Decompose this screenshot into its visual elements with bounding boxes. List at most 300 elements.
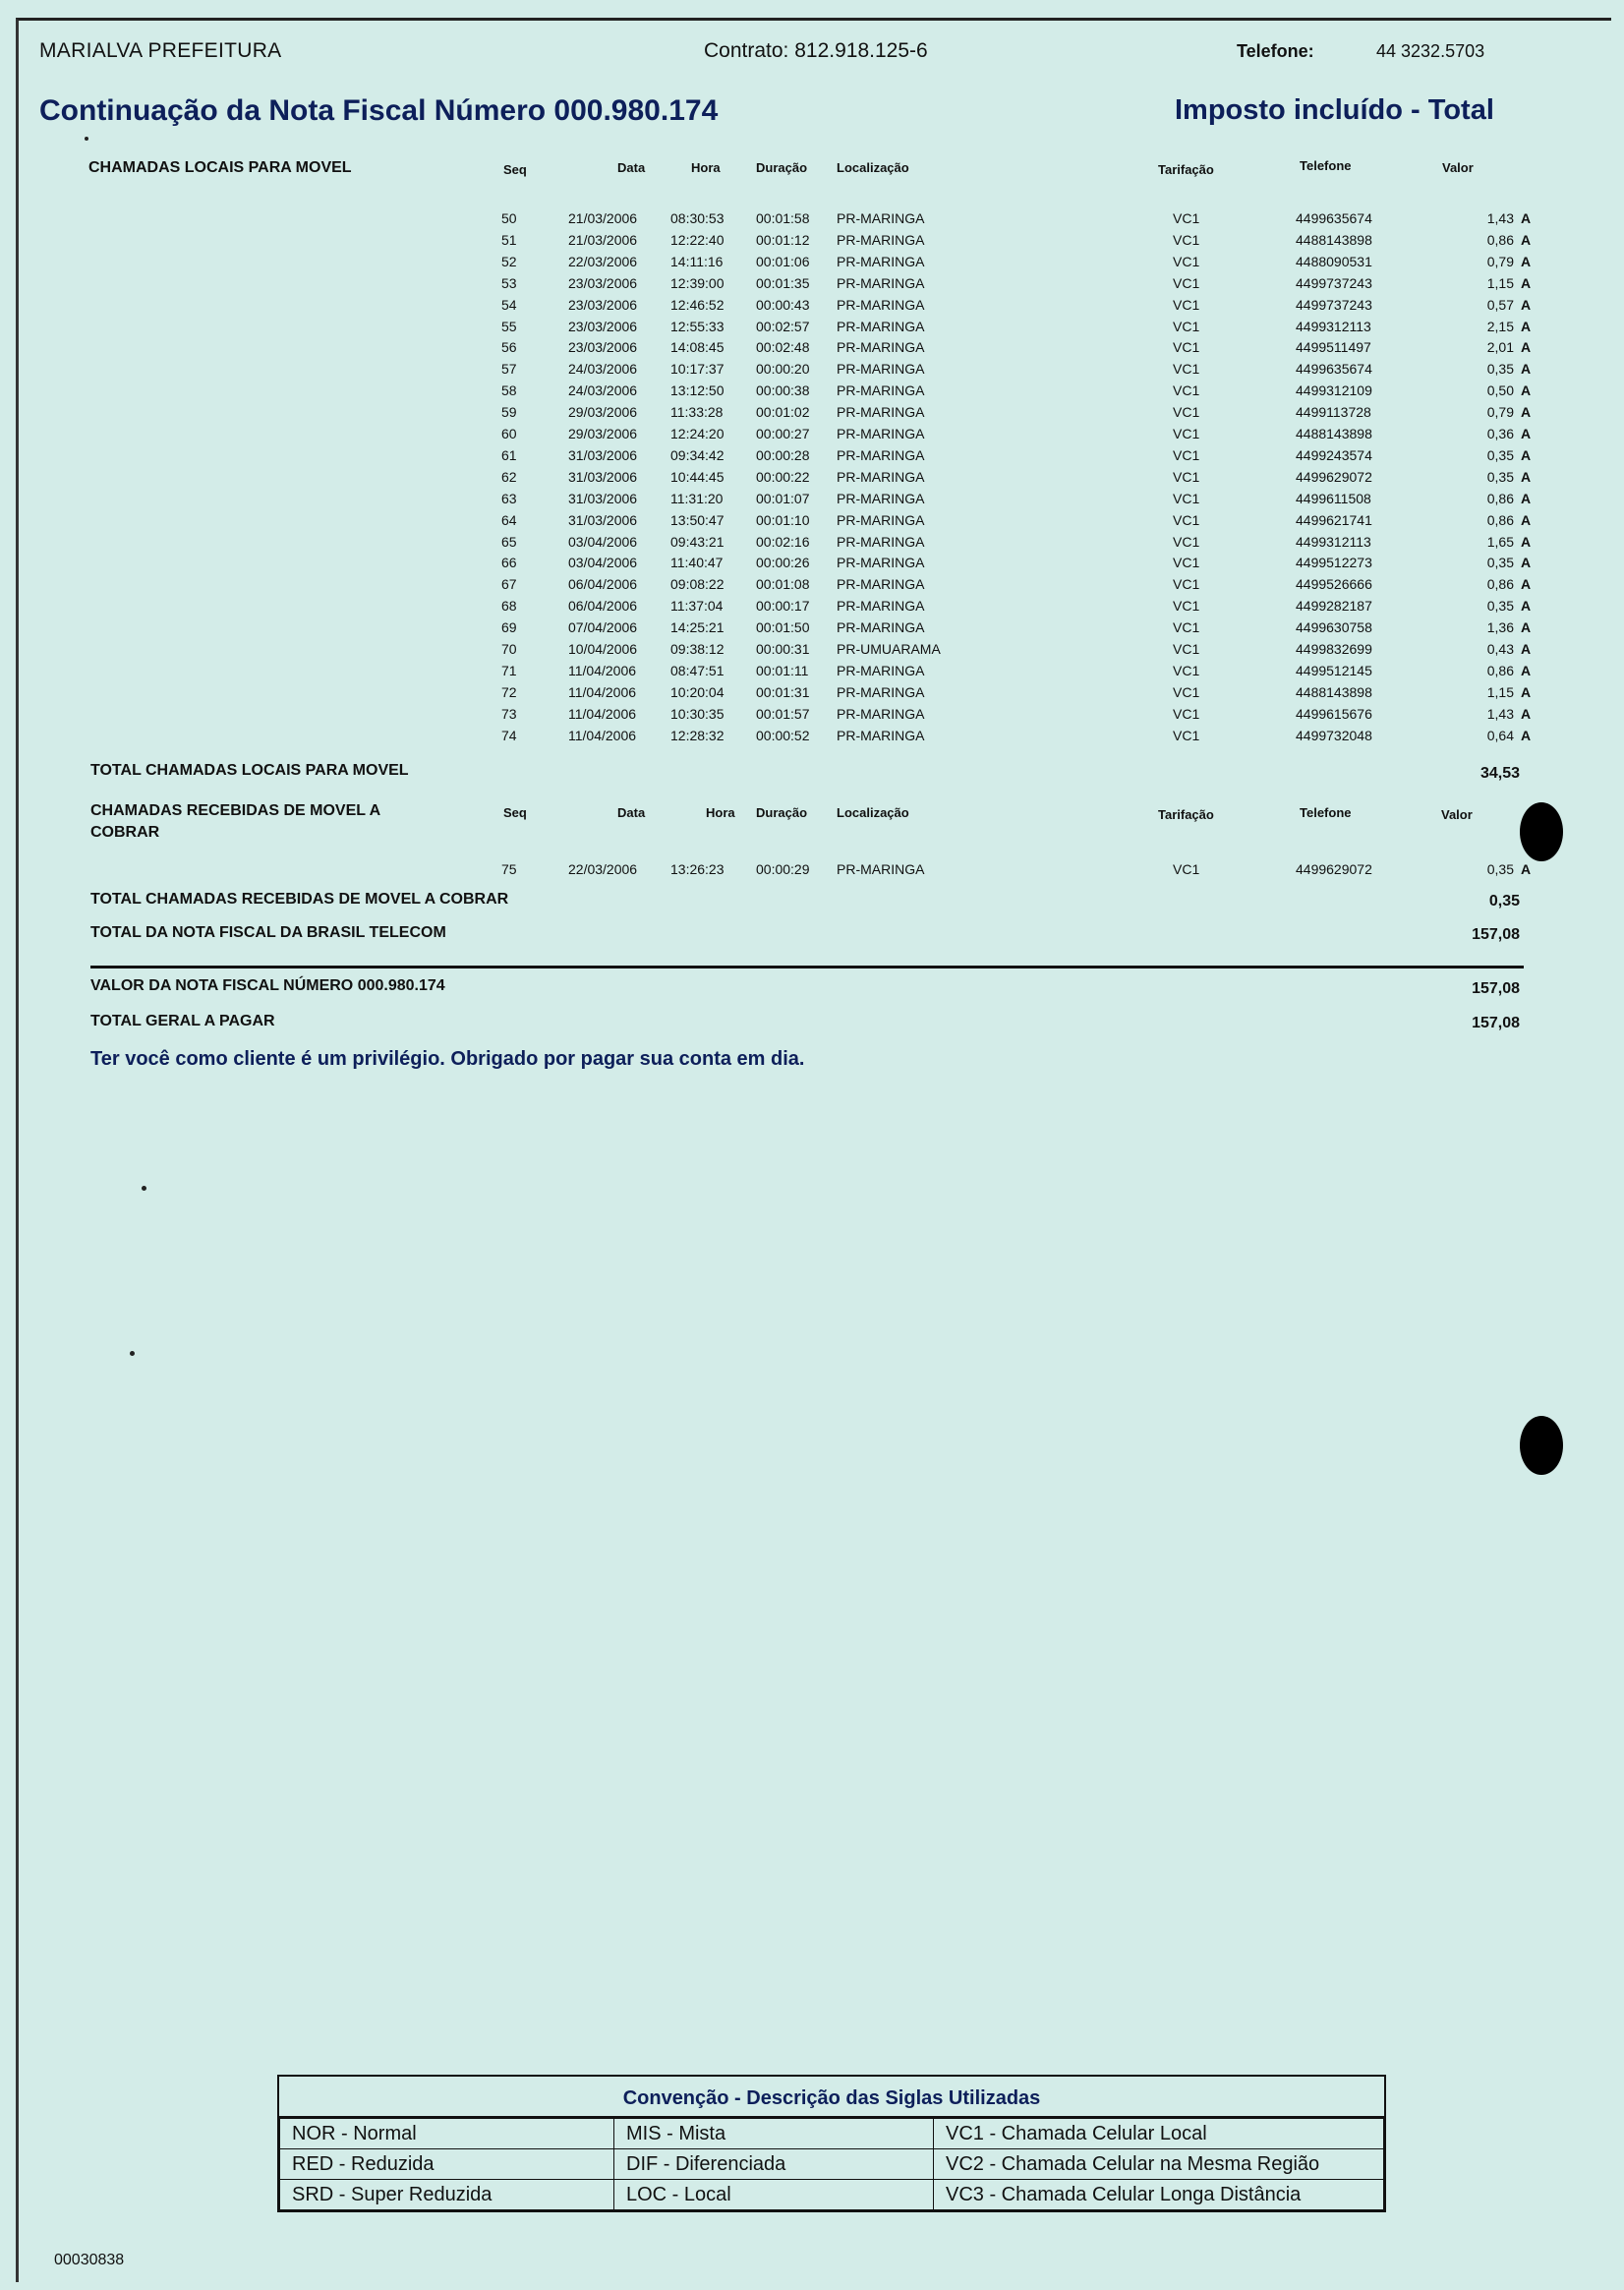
col-data-2: Data [617,805,646,820]
cell-telefone: 4499630758 [1296,619,1372,636]
cell-seq: 59 [501,404,517,421]
cell-valor: 1,15 [1486,274,1514,291]
cell-flag: A [1521,468,1532,485]
cell-tarifacao: VC1 [1173,296,1200,313]
legend-cell: VC3 - Chamada Celular Longa Distância [934,2180,1384,2210]
cell-data: 11/04/2006 [568,727,637,743]
cell-seq: 75 [501,861,517,877]
cell-flag: A [1521,662,1532,678]
cell-tarifacao: VC1 [1173,641,1200,657]
cell-localizacao: PR-MARINGA [837,555,925,571]
footer-code: 00030838 [54,2252,125,2268]
speck [130,1351,135,1356]
cell-tarifacao: VC1 [1173,727,1200,743]
cell-localizacao: PR-MARINGA [837,382,925,399]
invoice-title: Continuação da Nota Fiscal Número 000.980.174 [39,94,719,127]
cell-localizacao: PR-MARINGA [837,318,925,334]
cell-telefone: 4488143898 [1296,231,1372,248]
legend-cell: DIF - Diferenciada [614,2149,934,2180]
cell-hora: 09:38:12 [670,641,725,657]
cell-telefone: 4499282187 [1296,598,1372,615]
cell-tarifacao: VC1 [1173,210,1200,226]
cell-hora: 09:34:42 [670,446,725,463]
cell-duracao: 00:02:57 [756,318,810,334]
legend-cell: RED - Reduzida [280,2149,614,2180]
cell-duracao: 00:00:28 [756,446,810,463]
cell-valor: 1,65 [1486,533,1514,550]
cell-flag: A [1521,555,1532,571]
table-row [0,491,1624,512]
cell-tarifacao: VC1 [1173,683,1200,700]
cell-tarifacao: VC1 [1173,426,1200,441]
cell-seq: 62 [501,468,517,485]
table-row [0,534,1624,556]
cell-hora: 12:39:00 [670,274,725,291]
cell-telefone: 4499737243 [1296,296,1372,313]
table-row [0,684,1624,706]
section-title-collect-line2: COBRAR [90,824,160,841]
table-row [0,404,1624,426]
cell-seq: 50 [501,210,517,226]
table-row [0,319,1624,340]
cell-duracao: 00:02:16 [756,533,810,550]
table-row [0,728,1624,749]
cell-duracao: 00:01:02 [756,404,810,421]
table-row [0,469,1624,491]
cell-telefone: 4499512145 [1296,662,1372,678]
table-row [0,339,1624,361]
cell-duracao: 00:01:12 [756,231,810,248]
cell-localizacao: PR-MARINGA [837,861,925,877]
cell-seq: 56 [501,339,517,356]
cell-tarifacao: VC1 [1173,361,1200,378]
cell-hora: 10:44:45 [670,468,725,485]
cell-valor: 1,15 [1486,683,1514,700]
cell-valor: 0,86 [1486,511,1514,528]
cell-localizacao: PR-MARINGA [837,404,925,421]
cell-data: 11/04/2006 [568,705,637,722]
cell-duracao: 00:01:08 [756,576,810,593]
cell-telefone: 4499243574 [1296,446,1372,463]
total-geral-value: 157,08 [1472,1015,1520,1031]
legend-cell: SRD - Super Reduzida [280,2180,614,2210]
table-row [0,382,1624,404]
nf-value-value: 157,08 [1472,980,1520,997]
cell-hora: 12:55:33 [670,318,725,334]
cell-telefone: 4499635674 [1296,361,1372,378]
cell-data: 31/03/2006 [568,511,638,528]
cell-tarifacao: VC1 [1173,468,1200,485]
cell-seq: 64 [501,511,517,528]
col-localizacao-2: Localização [837,805,909,820]
cell-flag: A [1521,274,1532,291]
cell-seq: 58 [501,382,517,399]
legend-row [280,2149,1384,2180]
cell-telefone: 4499526666 [1296,576,1372,593]
table-row [0,447,1624,469]
cell-flag: A [1521,296,1532,313]
cell-localizacao: PR-MARINGA [837,576,925,593]
cell-seq: 69 [501,619,517,636]
col-telefone: Telefone [1300,158,1352,173]
cell-telefone: 4499621741 [1296,511,1372,528]
col-localizacao: Localização [837,160,909,175]
cell-tarifacao: VC1 [1173,598,1200,615]
cell-localizacao: PR-MARINGA [837,705,925,722]
col-tarifacao-2: Tarifação [1158,807,1214,822]
table-row [0,426,1624,447]
cell-data: 23/03/2006 [568,339,638,356]
cell-valor: 1,43 [1486,210,1514,226]
legend-cell: MIS - Mista [614,2119,934,2149]
cell-telefone: 4499113728 [1296,404,1371,421]
cell-valor: 2,15 [1486,318,1514,334]
table-row [0,512,1624,534]
cell-hora: 14:25:21 [670,619,725,636]
cell-duracao: 00:00:52 [756,727,810,743]
cell-data: 22/03/2006 [568,861,638,877]
punch-hole-bottom [1520,1416,1563,1475]
cell-telefone: 4499732048 [1296,727,1372,743]
cell-telefone: 4499737243 [1296,274,1372,291]
cell-hora: 09:08:22 [670,576,725,593]
cell-telefone: 4499312113 [1296,533,1371,550]
cell-flag: A [1521,404,1532,421]
table-row [0,275,1624,297]
cell-telefone: 4499312113 [1296,318,1371,334]
cell-data: 10/04/2006 [568,641,638,657]
cell-valor: 0,86 [1486,662,1514,678]
section-title-collect-line1: CHAMADAS RECEBIDAS DE MOVEL A [90,802,381,819]
cell-data: 21/03/2006 [568,231,638,248]
cell-duracao: 00:00:27 [756,426,810,441]
cell-seq: 73 [501,705,517,722]
cell-duracao: 00:01:31 [756,683,810,700]
cell-hora: 11:37:04 [670,598,724,615]
cell-seq: 66 [501,555,517,571]
table-row [0,706,1624,728]
cell-localizacao: PR-MARINGA [837,446,925,463]
cell-data: 03/04/2006 [568,555,638,571]
cell-duracao: 00:00:26 [756,555,810,571]
cell-duracao: 00:00:43 [756,296,810,313]
cell-localizacao: PR-MARINGA [837,361,925,378]
cell-flag: A [1521,490,1532,506]
cell-hora: 12:24:20 [670,426,725,441]
cell-data: 21/03/2006 [568,210,638,226]
cell-data: 29/03/2006 [568,426,638,441]
cell-localizacao: PR-MARINGA [837,511,925,528]
cell-seq: 68 [501,598,517,615]
cell-data: 24/03/2006 [568,361,638,378]
cell-duracao: 00:01:10 [756,511,810,528]
cell-hora: 13:12:50 [670,382,725,399]
phone-value: 44 3232.5703 [1376,41,1485,61]
cell-tarifacao: VC1 [1173,619,1200,636]
total-nf-brasil-value: 157,08 [1472,926,1520,943]
cell-tarifacao: VC1 [1173,339,1200,356]
company-name: MARIALVA PREFEITURA [39,39,282,62]
cell-data: 06/04/2006 [568,576,638,593]
cell-flag: A [1521,253,1532,269]
cell-flag: A [1521,533,1532,550]
legend-cell: NOR - Normal [280,2119,614,2149]
thank-you-message: Ter você como cliente é um privilégio. Obrigado por pagar sua conta em dia. [90,1048,805,1070]
cell-hora: 08:30:53 [670,210,725,226]
cell-data: 23/03/2006 [568,296,638,313]
cell-tarifacao: VC1 [1173,231,1200,248]
cell-localizacao: PR-MARINGA [837,210,925,226]
cell-hora: 11:33:28 [670,404,724,421]
cell-tarifacao: VC1 [1173,446,1200,463]
cell-hora: 11:31:20 [670,490,724,506]
cell-data: 29/03/2006 [568,404,638,421]
cell-duracao: 00:01:06 [756,253,810,269]
table-row [0,641,1624,663]
cell-valor: 0,64 [1486,727,1514,743]
cell-hora: 10:17:37 [670,361,725,378]
cell-localizacao: PR-MARINGA [837,274,925,291]
cell-localizacao: PR-MARINGA [837,533,925,550]
cell-tarifacao: VC1 [1173,705,1200,722]
cell-hora: 14:11:16 [670,253,724,269]
cell-localizacao: PR-MARINGA [837,727,925,743]
cell-localizacao: PR-MARINGA [837,619,925,636]
cell-valor: 0,35 [1486,361,1514,378]
cell-telefone: 4488090531 [1296,253,1372,269]
cell-data: 11/04/2006 [568,662,637,678]
cell-duracao: 00:00:17 [756,598,810,615]
col-seq: Seq [503,162,527,177]
cell-telefone: 4488143898 [1296,426,1372,441]
table-row [0,576,1624,598]
col-valor-2: Valor [1441,807,1473,822]
cell-flag: A [1521,339,1532,356]
cell-localizacao: PR-MARINGA [837,598,925,615]
table-row [0,663,1624,684]
col-seq-2: Seq [503,805,527,820]
cell-valor: 0,35 [1486,598,1514,615]
cell-duracao: 00:01:50 [756,619,810,636]
punch-hole-top [1520,802,1563,861]
cell-duracao: 00:01:57 [756,705,810,722]
cell-seq: 57 [501,361,517,378]
cell-localizacao: PR-MARINGA [837,296,925,313]
total-local-label: TOTAL CHAMADAS LOCAIS PARA MOVEL [90,762,409,779]
cell-flag: A [1521,426,1532,441]
cell-valor: 1,36 [1486,619,1514,636]
table-row [0,861,1624,883]
cell-hora: 12:28:32 [670,727,725,743]
cell-seq: 61 [501,446,517,463]
cell-seq: 52 [501,253,517,269]
cell-tarifacao: VC1 [1173,533,1200,550]
cell-data: 03/04/2006 [568,533,638,550]
cell-tarifacao: VC1 [1173,662,1200,678]
cell-flag: A [1521,727,1532,743]
cell-telefone: 4499635674 [1296,210,1372,226]
cell-tarifacao: VC1 [1173,576,1200,593]
cell-seq: 74 [501,727,517,743]
total-collect-value: 0,35 [1488,893,1520,910]
cell-duracao: 00:00:22 [756,468,810,485]
cell-seq: 54 [501,296,517,313]
phone-label: Telefone: [1237,41,1314,61]
legend-cell: VC1 - Chamada Celular Local [934,2119,1384,2149]
cell-duracao: 00:00:31 [756,641,810,657]
cell-valor: 0,50 [1486,382,1514,399]
cell-telefone: 4499629072 [1296,861,1372,877]
total-nf-brasil-label: TOTAL DA NOTA FISCAL DA BRASIL TELECOM [90,924,446,941]
cell-telefone: 4499832699 [1296,641,1372,657]
cell-telefone: 4499629072 [1296,468,1372,485]
total-geral-label: TOTAL GERAL A PAGAR [90,1013,275,1029]
cell-flag: A [1521,576,1532,593]
cell-localizacao: PR-MARINGA [837,426,925,441]
cell-tarifacao: VC1 [1173,511,1200,528]
cell-telefone: 4499511497 [1296,339,1371,356]
cell-hora: 08:47:51 [670,662,725,678]
cell-valor: 0,86 [1486,231,1514,248]
cell-data: 23/03/2006 [568,318,638,334]
cell-seq: 60 [501,426,517,441]
cell-valor: 2,01 [1486,339,1514,356]
cell-seq: 71 [501,662,517,678]
cell-hora: 11:40:47 [670,555,724,571]
cell-valor: 0,79 [1486,404,1514,421]
cell-flag: A [1521,210,1532,226]
cell-valor: 0,43 [1486,641,1514,657]
speck [142,1186,146,1191]
table-row [0,254,1624,275]
cell-localizacao: PR-MARINGA [837,662,925,678]
cell-data: 11/04/2006 [568,683,637,700]
cell-duracao: 00:00:29 [756,861,810,877]
cell-telefone: 4488143898 [1296,683,1372,700]
cell-valor: 0,86 [1486,490,1514,506]
legend-row [280,2180,1384,2210]
cell-seq: 55 [501,318,517,334]
cell-hora: 13:50:47 [670,511,725,528]
cell-hora: 12:46:52 [670,296,725,313]
cell-tarifacao: VC1 [1173,490,1200,506]
cell-duracao: 00:01:58 [756,210,810,226]
cell-seq: 63 [501,490,517,506]
cell-seq: 72 [501,683,517,700]
col-telefone-2: Telefone [1300,805,1352,820]
legend-cell: VC2 - Chamada Celular na Mesma Região [934,2149,1384,2180]
table-row [0,232,1624,254]
cell-localizacao: PR-MARINGA [837,339,925,356]
cell-data: 31/03/2006 [568,446,638,463]
cell-hora: 12:22:40 [670,231,725,248]
cell-data: 22/03/2006 [568,253,638,269]
cell-valor: 0,79 [1486,253,1514,269]
cell-localizacao: PR-UMUARAMA [837,641,941,657]
cell-valor: 0,36 [1486,426,1514,441]
cell-telefone: 4499611508 [1296,490,1371,506]
cell-telefone: 4499615676 [1296,705,1372,722]
col-duracao-2: Duração [756,805,808,820]
cell-flag: A [1521,318,1532,334]
cell-flag: A [1521,705,1532,722]
cell-data: 06/04/2006 [568,598,638,615]
cell-localizacao: PR-MARINGA [837,490,925,506]
cell-flag: A [1521,861,1532,877]
cell-tarifacao: VC1 [1173,253,1200,269]
separator-line [90,966,1524,969]
cell-tarifacao: VC1 [1173,318,1200,334]
section-title-local-calls: CHAMADAS LOCAIS PARA MOVEL [88,159,352,176]
cell-localizacao: PR-MARINGA [837,253,925,269]
legend-box [277,2075,1386,2212]
legend-title: Convenção - Descrição das Siglas Utilizadas [279,2077,1384,2118]
cell-valor: 0,35 [1486,861,1514,877]
cell-duracao: 00:00:38 [756,382,810,399]
cell-seq: 65 [501,533,517,550]
legend-row [280,2119,1384,2149]
cell-flag: A [1521,361,1532,378]
table-row [0,619,1624,641]
section-title-collect-calls [90,802,380,842]
cell-flag: A [1521,511,1532,528]
cell-valor: 1,43 [1486,705,1514,722]
col-valor: Valor [1442,160,1474,175]
cell-telefone: 4499512273 [1296,555,1372,571]
cell-data: 07/04/2006 [568,619,638,636]
contract-number: Contrato: 812.918.125-6 [704,39,928,62]
cell-valor: 0,35 [1486,468,1514,485]
cell-flag: A [1521,382,1532,399]
cell-hora: 14:08:45 [670,339,725,356]
cell-tarifacao: VC1 [1173,382,1200,399]
cell-tarifacao: VC1 [1173,861,1200,877]
table-row [0,598,1624,619]
col-tarifacao: Tarifação [1158,162,1214,177]
cell-duracao: 00:01:11 [756,662,809,678]
cell-data: 31/03/2006 [568,468,638,485]
nf-value-label: VALOR DA NOTA FISCAL NÚMERO 000.980.174 [90,977,445,994]
cell-flag: A [1521,641,1532,657]
table-row [0,361,1624,382]
cell-duracao: 00:01:35 [756,274,810,291]
col-duracao: Duração [756,160,808,175]
cell-hora: 10:20:04 [670,683,725,700]
cell-seq: 53 [501,274,517,291]
table-row [0,297,1624,319]
cell-hora: 09:43:21 [670,533,725,550]
legend-cell: LOC - Local [614,2180,934,2210]
cell-data: 31/03/2006 [568,490,638,506]
cell-flag: A [1521,619,1532,636]
cell-localizacao: PR-MARINGA [837,683,925,700]
legend-table [279,2118,1384,2210]
cell-duracao: 00:01:07 [756,490,810,506]
cell-localizacao: PR-MARINGA [837,231,925,248]
total-collect-label: TOTAL CHAMADAS RECEBIDAS DE MOVEL A COBRAR [90,891,509,908]
table-row [0,555,1624,576]
cell-valor: 0,57 [1486,296,1514,313]
cell-duracao: 00:02:48 [756,339,810,356]
cell-flag: A [1521,231,1532,248]
cell-hora: 13:26:23 [670,861,725,877]
cell-data: 23/03/2006 [568,274,638,291]
cell-valor: 0,86 [1486,576,1514,593]
cell-seq: 51 [501,231,517,248]
cell-data: 24/03/2006 [568,382,638,399]
cell-tarifacao: VC1 [1173,274,1200,291]
tax-note: Imposto incluído - Total [1175,94,1494,126]
